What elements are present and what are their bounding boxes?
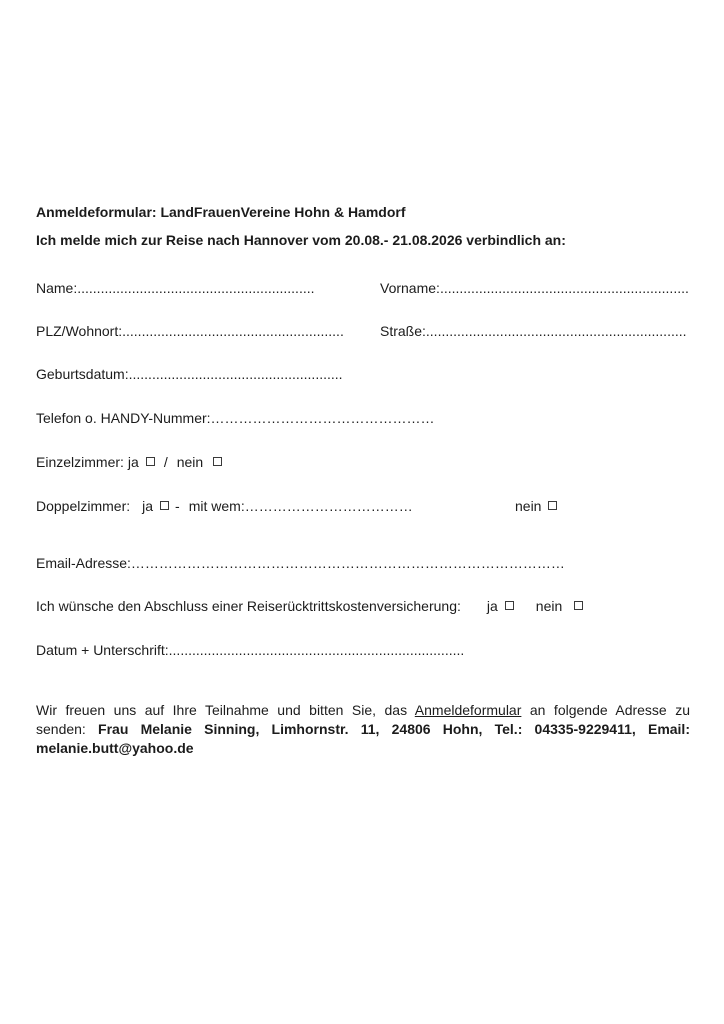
vorname-label: Vorname: xyxy=(380,280,440,296)
strasse-label: Straße: xyxy=(380,323,426,339)
name-label: Name: xyxy=(36,280,78,296)
mit-wem-label: mit wem: xyxy=(188,498,245,514)
field-name xyxy=(36,279,380,297)
row-telefon xyxy=(36,409,690,427)
form-subtitle: Ich melde mich zur Reise nach Hannover vom 20.08.- 21.08.2026 verbindlich an: xyxy=(36,232,566,248)
closing-line-2 xyxy=(36,720,690,739)
name-fill-line: ............................................................. xyxy=(77,280,315,296)
versicherung-ja-label: ja xyxy=(486,598,498,614)
mit-wem-fill-line: ……………………………… xyxy=(244,498,413,514)
field-vorname xyxy=(380,279,690,297)
closing-line1-tail: an folgende Adresse zu xyxy=(521,702,690,718)
strasse-fill-line: ................................................................... xyxy=(425,323,687,339)
row-plz-strasse xyxy=(36,322,690,340)
einzelzimmer-nein-checkbox xyxy=(213,457,222,466)
doppelzimmer-ja-label: ja xyxy=(142,498,154,514)
row-doppelzimmer xyxy=(36,497,690,515)
row-einzelzimmer xyxy=(36,453,690,471)
einzelzimmer-separator: / xyxy=(163,454,168,470)
doppelzimmer-nein-group xyxy=(515,497,557,515)
geburtsdatum-fill-line: ....................................................... xyxy=(128,366,343,382)
form-title: Anmeldeformular: LandFrauenVereine Hohn & Hamdorf xyxy=(36,204,406,220)
doppelzimmer-separator: - xyxy=(175,498,180,514)
row-email xyxy=(36,554,690,572)
field-plz-wohnort xyxy=(36,322,380,340)
plz-wohnort-fill-line: ......................................................... xyxy=(122,323,344,339)
versicherung-nein-checkbox xyxy=(574,601,583,610)
einzelzimmer-label: Einzelzimmer: xyxy=(36,454,124,470)
closing-line-3 xyxy=(36,739,690,758)
closing-line-1 xyxy=(36,701,690,720)
datum-unterschrift-label: Datum + Unterschrift: xyxy=(36,642,169,658)
row-geburtsdatum xyxy=(36,365,690,383)
email-fill-line: ………………………………………………………………………………… xyxy=(130,555,565,571)
closing-paragraph xyxy=(36,701,690,758)
vorname-fill-line: ................................................................ xyxy=(439,280,689,296)
geburtsdatum-label: Geburtsdatum: xyxy=(36,366,129,382)
versicherung-nein-label: nein xyxy=(535,598,563,614)
doppelzimmer-nein-checkbox xyxy=(548,501,557,510)
closing-line1-text: Wir freuen uns auf Ihre Teilnahme und bitten Sie, das xyxy=(36,702,415,718)
contact-email-bold: melanie.butt@yahoo.de xyxy=(36,740,194,756)
row-name-vorname xyxy=(36,279,690,297)
datum-unterschrift-fill-line: ............................................................................ xyxy=(168,642,465,658)
einzelzimmer-nein-label: nein xyxy=(176,454,204,470)
doppelzimmer-nein-label: nein xyxy=(515,498,542,514)
einzelzimmer-ja-checkbox xyxy=(146,457,155,466)
doppelzimmer-label: Doppelzimmer: xyxy=(36,498,131,514)
row-datum-unterschrift xyxy=(36,641,690,659)
telefon-fill-line: ………………………………………… xyxy=(210,410,435,426)
field-strasse xyxy=(380,322,690,340)
email-label: Email-Adresse: xyxy=(36,555,131,571)
closing-senden-text: senden: xyxy=(36,721,99,737)
plz-wohnort-label: PLZ/Wohnort: xyxy=(36,323,123,339)
closing-anmeldeformular-underlined: Anmeldeformular xyxy=(414,702,522,718)
telefon-label: Telefon o. HANDY-Nummer: xyxy=(36,410,211,426)
doppelzimmer-ja-checkbox xyxy=(160,501,169,510)
versicherung-ja-checkbox xyxy=(505,601,514,610)
versicherung-label: Ich wünsche den Abschluss einer Reiserücktrittskostenversicherung: xyxy=(36,598,461,614)
einzelzimmer-ja-label: ja xyxy=(127,454,139,470)
row-versicherung xyxy=(36,597,690,615)
contact-address-bold: Frau Melanie Sinning, Limhornstr. 11, 24806 Hohn, Tel.: 04335-9229411, Email: xyxy=(98,721,690,737)
